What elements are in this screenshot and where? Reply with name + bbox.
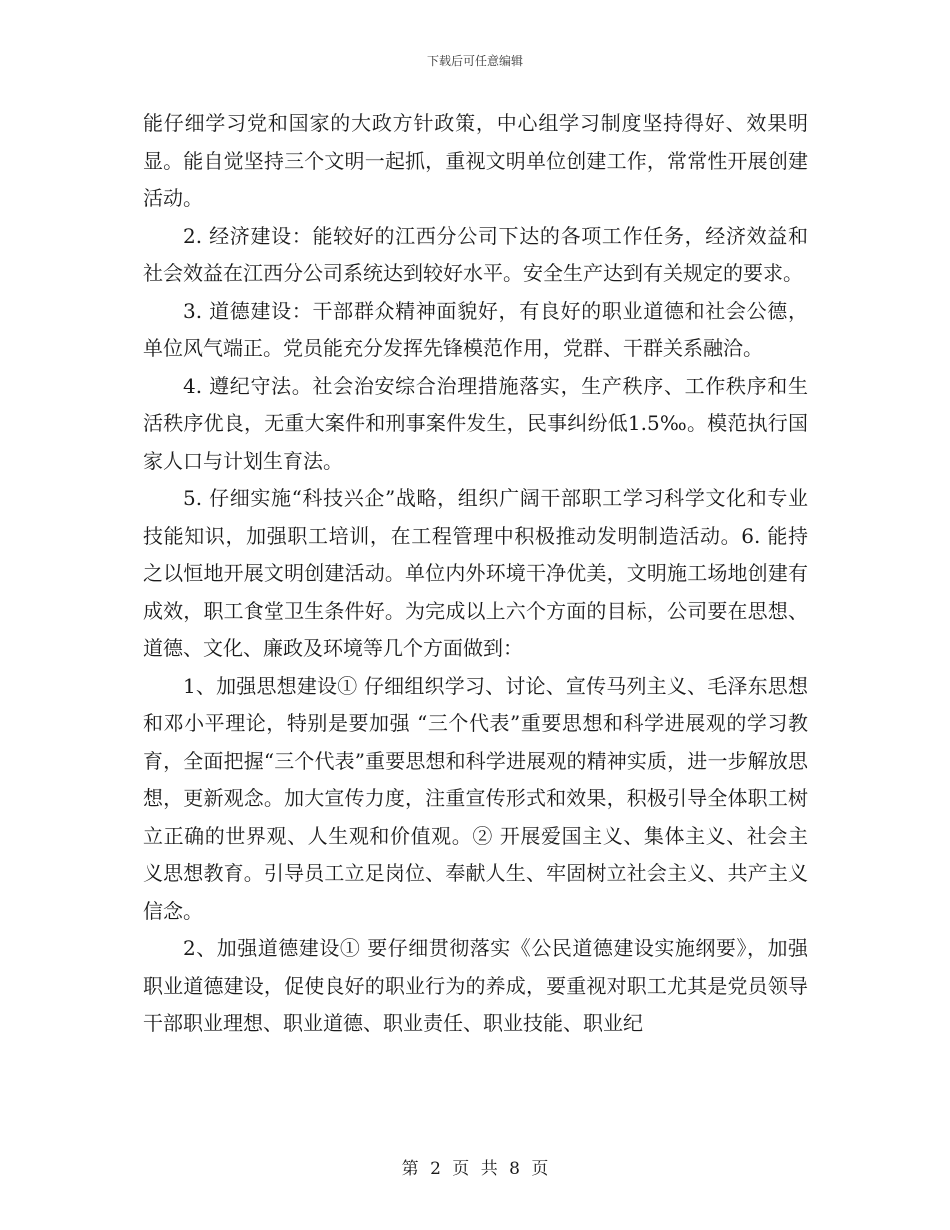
paragraph-science-technology: 5. 仔细实施“科技兴企”战略，组织广阔干部职工学习科学文化和专业技能知识，加强职工培训，在工程管理中积极推动发明制造活动。6. 能持之以恒地开展文明创建活动。单位内外环境干净优美，文明施工场地创建有成效，职工食堂卫生条件好。为完成以上六个方面的目标，公司要在思想、道德、文化、廉政及环境等几个方面做到： bbox=[143, 486, 808, 660]
paragraph-continuation: 能仔细学习党和国家的大政方针政策，中心组学习制度坚持得好、效果明显。能自觉坚持三个文明一起抓，重视文明单位创建工作，常常性开展创建活动。 bbox=[143, 111, 808, 210]
page-header-note: 下载后可任意编辑 bbox=[426, 54, 523, 68]
paragraph-ideological-construction: 1、加强思想建设① 仔细组织学习、讨论、宣传马列主义、毛泽东思想和邓小平理论，特别是要加强 “三个代表”重要思想和科学进展观的学习教育，全面把握“三个代表”重要思想和科学进展观的精神实质，进一步解放思想，更新观念。加大宣传力度，注重宣传形式和效果，积极引导全体职工树立正确的世界观、人生观和价值观。② 开展爱国主义、集体主义、社会主义思想教育。引导员工立足岗位、奉献人生、牢固树立社会主义、共产主义信念。 bbox=[143, 673, 808, 923]
document-body bbox=[143, 105, 808, 1043]
paragraph-law-abiding: 4. 遵纪守法。社会治安综合治理措施落实，生产秩序、工作秩序和生活秩序优良，无重大案件和刑事案件发生，民事纠纷低1.5‰。模范执行国家人口与计划生育法。 bbox=[143, 373, 808, 473]
page-number: 第 2 页 共 8 页 bbox=[401, 1159, 549, 1179]
paragraph-moral-construction-measures: 2、加强道德建设① 要仔细贯彻落实《公民道德建设实施纲要》，加强职业道德建设，促使良好的职业行为的养成，要重视对职工尤其是党员领导干部职业理想、职业道德、职业责任、职业技能、职业纪 bbox=[143, 936, 808, 1035]
paragraph-economic-construction: 2. 经济建设：能较好的江西分公司下达的各项工作任务，经济效益和社会效益在江西分公司系统达到较好水平。安全生产达到有关规定的要求。 bbox=[143, 223, 808, 285]
paragraph-moral-construction: 3. 道德建设：干部群众精神面貌好，有良好的职业道德和社会公德，单位风气端正。党员能充分发挥先锋模范作用，党群、干群关系融洽。 bbox=[143, 298, 808, 360]
